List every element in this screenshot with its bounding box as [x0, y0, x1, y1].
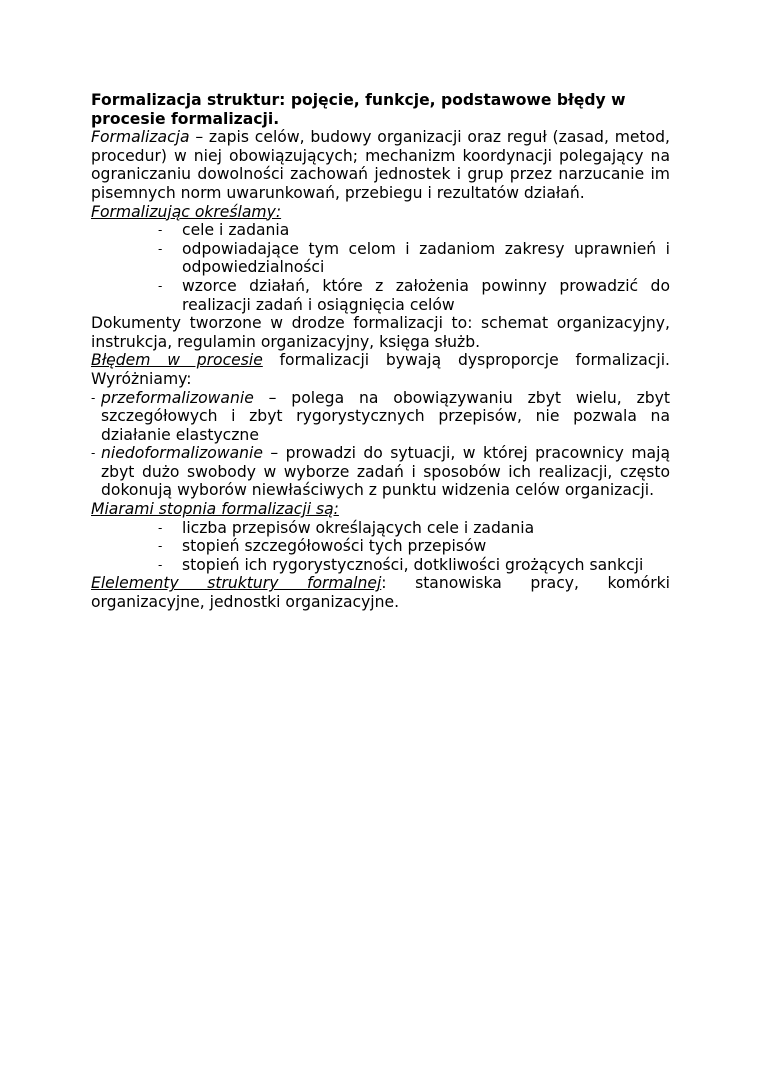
- errors-text: formalizacji bywają dysproporcje formalizacji.: [262, 351, 670, 370]
- determining-heading: Formalizując określamy:: [91, 202, 282, 221]
- document-title: Formalizacja struktur: pojęcie, funkcje, podstawowe błędy w procesie formalizacji.: [91, 91, 626, 128]
- errors-heading: Błędem w procesie: [91, 351, 263, 370]
- definition-paragraph: [91, 128, 670, 202]
- error-term: niedoformalizowanie: [101, 444, 263, 463]
- elements-paragraph: [91, 574, 670, 611]
- list-item: [91, 519, 670, 538]
- errors-list: [91, 389, 670, 501]
- document-content: [91, 91, 670, 612]
- determining-list: [91, 221, 670, 314]
- bullet-dash: -: [158, 520, 163, 535]
- list-item: [91, 277, 670, 314]
- elements-heading: Elelementy struktury formalnej: [91, 574, 382, 593]
- list-item-text: wzorce działań, które z założenia powinny prowadzić do realizacji zadań i osiągnięcia celów: [182, 276, 670, 314]
- bullet-dash: -: [158, 278, 163, 293]
- error-term: przeformalizowanie: [101, 388, 254, 407]
- list-item-text: cele i zadania: [182, 221, 290, 240]
- list-item-text: odpowiadające tym celom i zadaniom zakresy uprawnień i odpowiedzialności: [182, 239, 670, 277]
- list-item-text: liczba przepisów określających cele i zadania: [182, 518, 535, 537]
- bullet-dash: -: [158, 223, 163, 238]
- errors-intro: Wyróżniamy:: [91, 369, 192, 388]
- bullet-dash: -: [158, 241, 163, 256]
- list-item: [91, 221, 670, 240]
- bullet-dash: -: [91, 446, 96, 461]
- bullet-dash: -: [158, 557, 163, 572]
- error-text: – prowadzi do sytuacji, w której pracownicy mają zbyt dużo swobody w wyborze zadań i sposobów ich realizacji, często dokonują wyborów niewłaściwych z punktu widzenia celów organizacji.: [101, 444, 670, 500]
- list-item: [91, 537, 670, 556]
- list-item-text: stopień szczegółowości tych przepisów: [182, 537, 487, 556]
- measures-list: [91, 519, 670, 575]
- bullet-dash: -: [158, 539, 163, 554]
- list-item: [91, 556, 670, 575]
- errors-paragraph: [91, 351, 670, 370]
- documents-paragraph: Dokumenty tworzone w drodze formalizacji to: schemat organizacyjny, instrukcja, regulamin organizacyjny, księga służb.: [91, 314, 670, 351]
- error-text: – polega na obowiązywaniu zbyt wielu, zbyt szczegółowych i zbyt rygorystycznych przepisów, nie pozwala na działanie elastyczne: [101, 388, 670, 444]
- list-item: [91, 444, 670, 500]
- list-item: [91, 240, 670, 277]
- list-item-text: stopień ich rygorystyczności, dotkliwości grożących sankcji: [182, 555, 644, 574]
- elements-text: : stanowiska pracy, komórki organizacyjne, jednostki organizacyjne.: [91, 574, 670, 612]
- definition-text: – zapis celów, budowy organizacji oraz reguł (zasad, metod, procedur) w niej obowiązujących; mechanizm koordynacji polegający na ograniczaniu dowolności zachowań jednostek i grup przez narzucanie im pisemnych norm uwarunkowań, przebiegu i rezultatów działań.: [91, 128, 670, 202]
- measures-heading: Miarami stopnia formalizacji są:: [91, 500, 339, 519]
- definition-term: Formalizacja: [91, 128, 190, 147]
- list-item: [91, 389, 670, 445]
- bullet-dash: -: [91, 390, 96, 405]
